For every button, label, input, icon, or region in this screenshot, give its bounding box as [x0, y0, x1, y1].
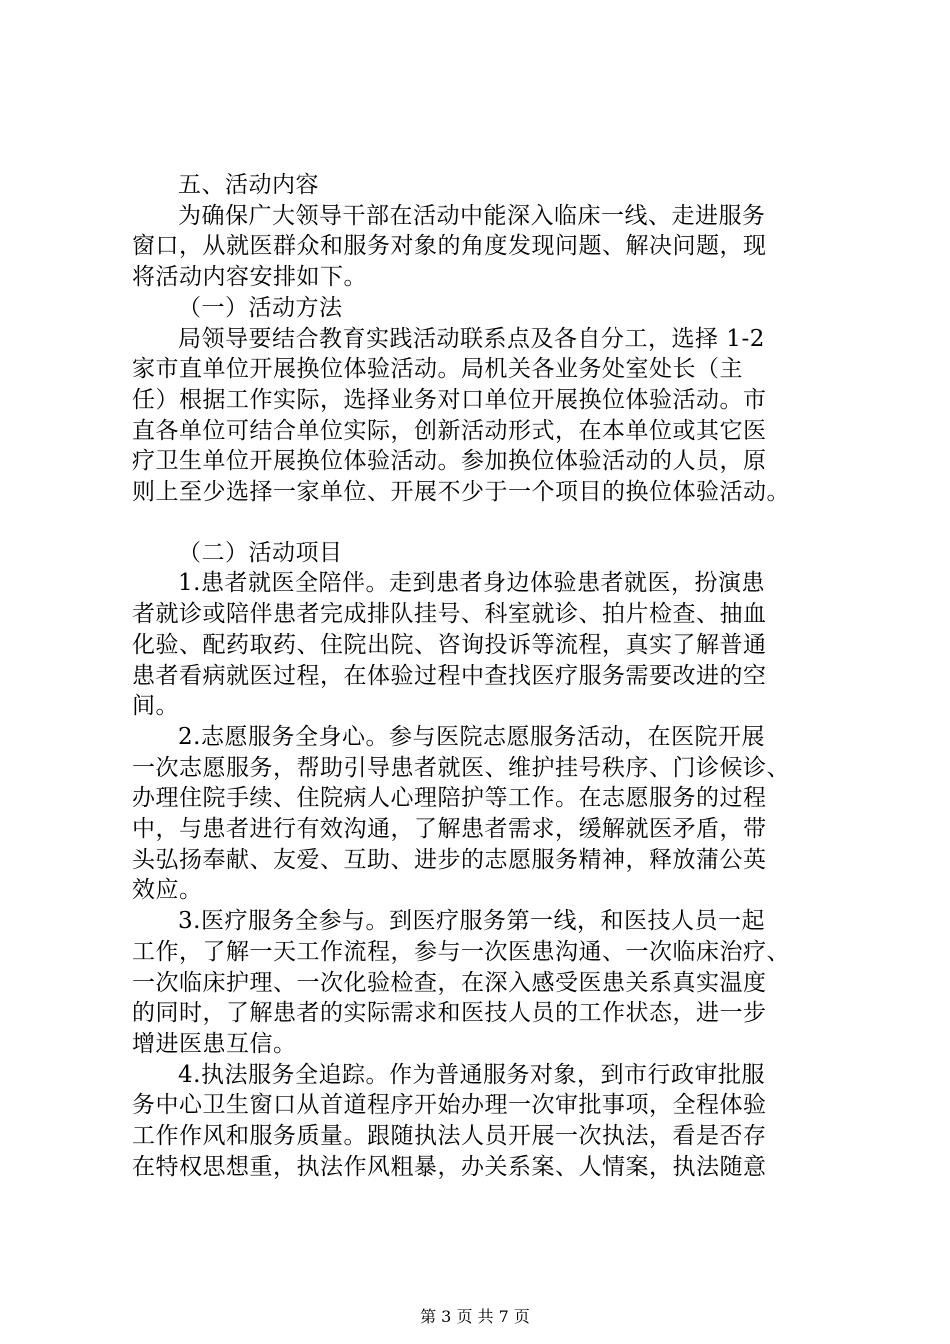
paragraph-line: 增进医患互信。	[132, 1030, 297, 1057]
item-paragraph-1	[132, 568, 832, 722]
paragraph-line: 为确保广大领导干部在活动中能深入临床一线、走进服务	[178, 202, 766, 229]
paragraph-line: 患者看病就医过程，在体验过程中查找医疗服务需要改进的空	[132, 662, 767, 689]
subsection-heading: （一）活动方法	[178, 294, 343, 321]
paragraph-line: 工作作风和服务质量。跟随执法人员开展一次执法，看是否存	[132, 1123, 767, 1150]
paragraph-line: 一次志愿服务，帮助引导患者就医、维护挂号秩序、门诊候诊、	[132, 754, 790, 781]
paragraph-line: 1.患者就医全陪伴。走到患者身边体验患者就医，扮演患	[178, 570, 765, 597]
paragraph-line: 家市直单位开展换位体验活动。局机关各业务处室处长（主	[132, 356, 743, 383]
paragraph-line: 头弘扬奉献、友爱、互助、进步的志愿服务精神，释放蒲公英	[132, 846, 767, 873]
item-paragraph-2	[132, 722, 832, 906]
paragraph-line: 的同时，了解患者的实际需求和医技人员的工作状态，进一步	[132, 1000, 767, 1027]
paragraph-line: 3.医疗服务全参与。到医疗服务第一线，和医技人员一起	[178, 908, 765, 935]
paragraph-spacer	[132, 508, 832, 538]
paragraph-line: 疗卫生单位开展换位体验活动。参加换位体验活动的人员，原	[132, 448, 767, 475]
paragraph-line: 2.志愿服务全身心。参与医院志愿服务活动，在医院开展	[178, 723, 765, 750]
paragraph-line: 务中心卫生窗口从首道程序开始办理一次审批事项，全程体验	[132, 1092, 767, 1119]
paragraph-line: 效应。	[132, 877, 203, 904]
paragraph-line: 则上至少选择一家单位、开展不少于一个项目的换位体验活动。	[132, 479, 790, 506]
paragraph-line: 在特权思想重，执法作风粗暴，办关系案、人情案，执法随意	[132, 1153, 767, 1180]
paragraph-line: 办理住院手续、住院病人心理陪护等工作。在志愿服务的过程	[132, 785, 767, 812]
paragraph-line: 将活动内容安排如下。	[132, 264, 367, 291]
section-heading: 五、活动内容	[178, 172, 319, 198]
paragraph-line: 一次临床护理、一次化验检查，在深入感受医患关系真实温度	[132, 969, 767, 996]
paragraph-line: 局领导要结合教育实践活动联系点及各自分工，选择 1-2	[178, 325, 765, 352]
paragraph-line: 窗口，从就医群众和服务对象的角度发现问题、解决问题，现	[132, 233, 767, 260]
intro-paragraph	[132, 201, 832, 293]
subsection-heading: （二）活动项目	[178, 539, 343, 566]
paragraph-line: 任）根据工作实际，选择业务对口单位开展换位体验活动。市	[132, 386, 767, 413]
paragraph-line: 中，与患者进行有效沟通，了解患者需求，缓解就医矛盾，带	[132, 816, 767, 843]
page-footer: 第 3 页 共 7 页	[420, 1307, 530, 1326]
paragraph-line: 工作，了解一天工作流程，参与一次医患沟通、一次临床治疗、	[132, 938, 790, 965]
paragraph-line: 直各单位可结合单位实际，创新活动形式，在本单位或其它医	[132, 417, 767, 444]
item-paragraph-4	[132, 1060, 832, 1183]
paragraph-line: 者就诊或陪伴患者完成排队挂号、科室就诊、拍片检查、抽血	[132, 601, 767, 628]
method-paragraph	[132, 324, 832, 508]
document-body	[132, 170, 832, 1183]
item-paragraph-3	[132, 906, 832, 1060]
paragraph-line: 化验、配药取药、住院出院、咨询投诉等流程，真实了解普通	[132, 631, 767, 658]
paragraph-line: 4.执法服务全追踪。作为普通服务对象，到市行政审批服	[178, 1061, 765, 1088]
paragraph-line: 间。	[132, 693, 179, 720]
